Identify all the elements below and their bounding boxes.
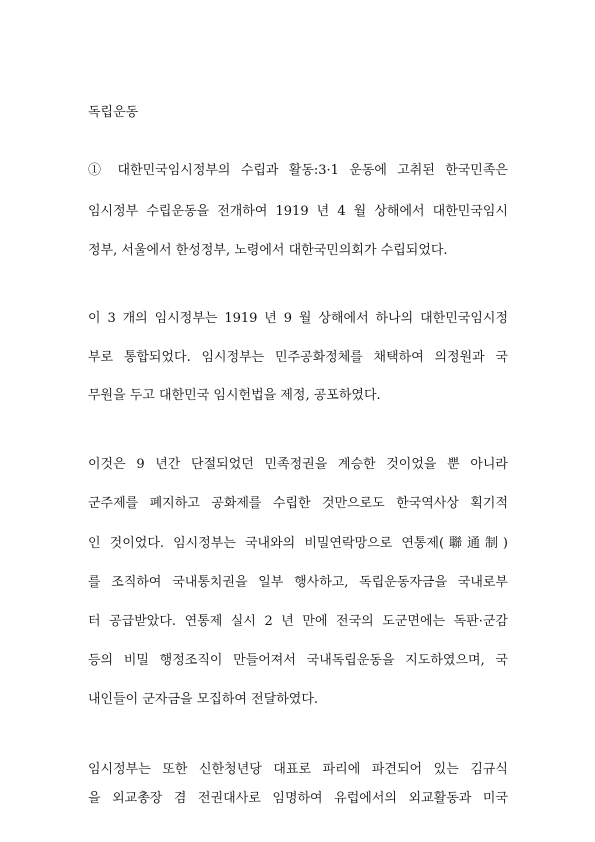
- paragraph-2-line-2: 부로 통합되었다. 임시정부는 민주공화정체를 채택하여 의정원과 국: [88, 350, 508, 365]
- paragraph-1-line-1: ① 대한민국임시정부의 수립과 활동:3·1 운동에 고취된 한국민족은: [88, 163, 508, 178]
- paragraph-4-line-1: 임시정부는 또한 신한청년당 대표로 파리에 파견되어 있는 김규식: [88, 762, 508, 777]
- paragraph-1-line-2: 임시정부 수립운동을 전개하여 1919 년 4 월 상해에서 대한민국임시: [88, 204, 508, 219]
- paragraph-3-line-6: 등의 비밀 행정조직이 만들어져서 국내독립운동을 지도하였으며, 국: [88, 653, 508, 668]
- paragraph-3-line-4: 를 조직하여 국내통치권을 일부 행사하고, 독립운동자금을 국내로부: [88, 575, 508, 590]
- paragraph-3-line-2: 군주제를 폐지하고 공화제를 수립한 것만으로도 한국역사상 획기적: [88, 496, 508, 511]
- paragraph-2-line-1: 이 3 개의 임시정부는 1919 년 9 월 상해에서 하나의 대한민국임시정: [88, 311, 508, 326]
- paragraph-3-line-1: 이것은 9 년간 단절되었던 민족정권을 계승한 것이었을 뿐 아니라: [88, 457, 508, 472]
- paragraph-1-line-3: 정부, 서울에서 한성정부, 노령에서 대한국민의회가 수립되었다.: [88, 243, 448, 258]
- section-heading: 독립운동: [88, 105, 139, 120]
- paragraph-4-line-2: 을 외교총장 겸 전권대사로 임명하여 유럽에서의 외교활동과 미국: [88, 791, 508, 806]
- paragraph-3-line-5: 터 공급받았다. 연통제 실시 2 년 만에 전국의 도군면에는 독판·군감: [88, 614, 508, 629]
- paragraph-3-line-7: 내인들이 군자금을 모집하여 전달하였다.: [88, 692, 319, 707]
- paragraph-2-line-3: 무원을 두고 대한민국 임시헌법을 제정, 공포하였다.: [88, 388, 381, 403]
- paragraph-3-line-3: 인 것이었다. 임시정부는 국내와의 비밀연락망으로 연통제(聯通制): [88, 536, 508, 551]
